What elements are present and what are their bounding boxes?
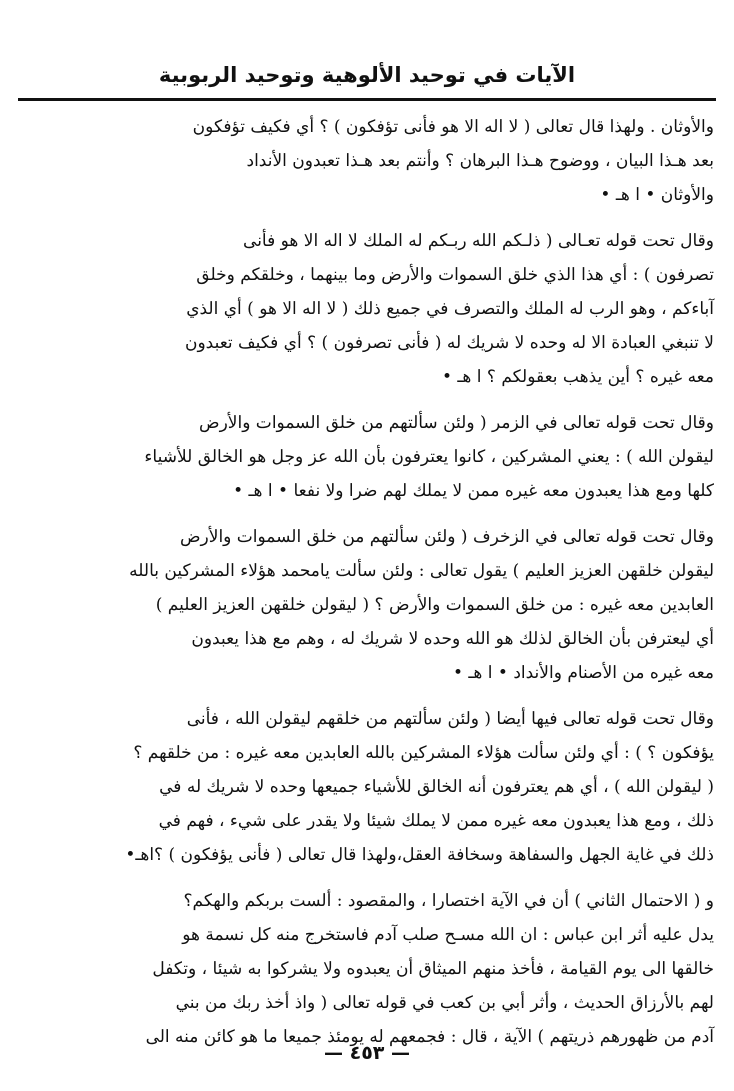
text-line: و ( الاحتمال الثاني ) أن في الآية اختصارا ، والمقصود : ألست بربكم والهكم؟	[183, 891, 714, 911]
text-line: لهم بالأرزاق الحديث ، وأثر أبي بن كعب في قوله تعالى ( واذ أخذ ربك من بني	[175, 993, 714, 1013]
text-line: معه غيره من الأصنام والأنداد • ا هـ •	[453, 663, 714, 683]
page-number: — ٤٥٣ —	[323, 1042, 411, 1064]
running-header-title: الآيات في توحيد الألوهية وتوحيد الربوبية	[158, 63, 576, 87]
text-line: وقال تحت قوله تعـالى ( ذلـكم الله ربـكم له الملك لا اله الا هو فأنى	[243, 231, 714, 251]
text-line: العابدين معه غيره : من خلق السموات والأرض ؟ ( ليقولن خلقهن العزيز العليم )	[155, 595, 714, 615]
paragraph-4	[20, 520, 714, 690]
text-line: يدل عليه أثر ابن عباس : ان الله مسـح صلب آدم فاستخرج منه كل نسمة هو	[182, 925, 714, 945]
text-line: وقال تحت قوله تعالى في الزمر ( ولئن سألتهم من خلق السموات والأرض	[199, 413, 714, 433]
text-line: وقال تحت قوله تعالى فيها أيضا ( ولئن سألتهم من خلقهم ليقولن الله ، فأنى	[186, 709, 714, 729]
text-line: ليقولن خلقهن العزيز العليم ) يقول تعالى : ولئن سألت يامحمد هؤلاء المشركين بالله	[129, 561, 714, 581]
header-divider	[18, 98, 716, 101]
text-line: وقال تحت قوله تعالى في الزخرف ( ولئن سألتهم من خلق السموات والأرض	[180, 527, 714, 547]
text-line: والأوثان . ولهذا قال تعالى ( لا اله الا هو فأنى تؤفكون ) ؟ أي فكيف تؤفكون	[192, 117, 714, 137]
text-line: تصرفون ) : أي هذا الذي خلق السموات والأرض وما بينهما ، وخلقكم وخلق	[196, 265, 714, 285]
paragraph-6	[20, 884, 714, 1054]
page-body	[20, 110, 714, 1054]
text-line: ليقولن الله ) : يعني المشركين ، كانوا يعترفون بأن الله عز وجل هو الخالق للأشياء	[144, 447, 714, 467]
paragraph-1	[20, 110, 714, 212]
text-line: أي ليعترفن بأن الخالق لذلك هو الله وحده لا شريك له ، وهم مع هذا يعبدون	[191, 629, 714, 649]
paragraph-2	[20, 224, 714, 394]
text-line: ذلك ، ومع هذا يعبدون معه غيره ممن لا يملك شيئا ولا يقدر على شيء ، فهم في	[158, 811, 714, 831]
text-line: يؤفكون ؟ ) : أي ولئن سألت هؤلاء المشركين بالله العابدين معه غيره : من خلقهم ؟	[133, 743, 714, 763]
text-line: ( ليقولن الله ) ، أي هم يعترفون أنه الخالق للأشياء جميعها وحده لا شريك له في	[159, 777, 714, 797]
text-line: آباءكم ، وهو الرب له الملك والتصرف في جميع ذلك ( لا اله الا هو ) أي الذي	[186, 299, 714, 319]
text-line: والأوثان • ا هـ •	[600, 185, 714, 205]
paragraph-5	[20, 702, 714, 872]
text-line: لا تنبغي العبادة الا له وحده لا شريك له ( فأنى تصرفون ) ؟ أي فكيف تعبدون	[184, 333, 714, 353]
text-line: آدم من ظهورهم ذريتهم ) الآية ، قال : فجمعهم له يومئذ جميعا ما هو كائن منه الى	[145, 1027, 714, 1047]
text-line: بعد هـذا البيان ، ووضوح هـذا البرهان ؟ وأنتم بعد هـذا تعبدون الأنداد	[246, 151, 714, 171]
paragraph-3	[20, 406, 714, 508]
text-line: ذلك في غاية الجهل والسفاهة وسخافة العقل،ولهذا قال تعالى ( فأنى يؤفكون ) ؟اهـ•	[125, 845, 714, 865]
text-line: خالقها الى يوم القيامة ، فأخذ منهم الميثاق أن يعبدوه ولا يشركوا به شيئا ، وتكفل	[152, 959, 714, 979]
text-line: معه غيره ؟ أين يذهب بعقولكم ؟ ا هـ •	[441, 367, 714, 387]
text-line: كلها ومع هذا يعبدون معه غيره ممن لا يملك لهم ضرا ولا نفعا • ا هـ •	[233, 481, 714, 501]
